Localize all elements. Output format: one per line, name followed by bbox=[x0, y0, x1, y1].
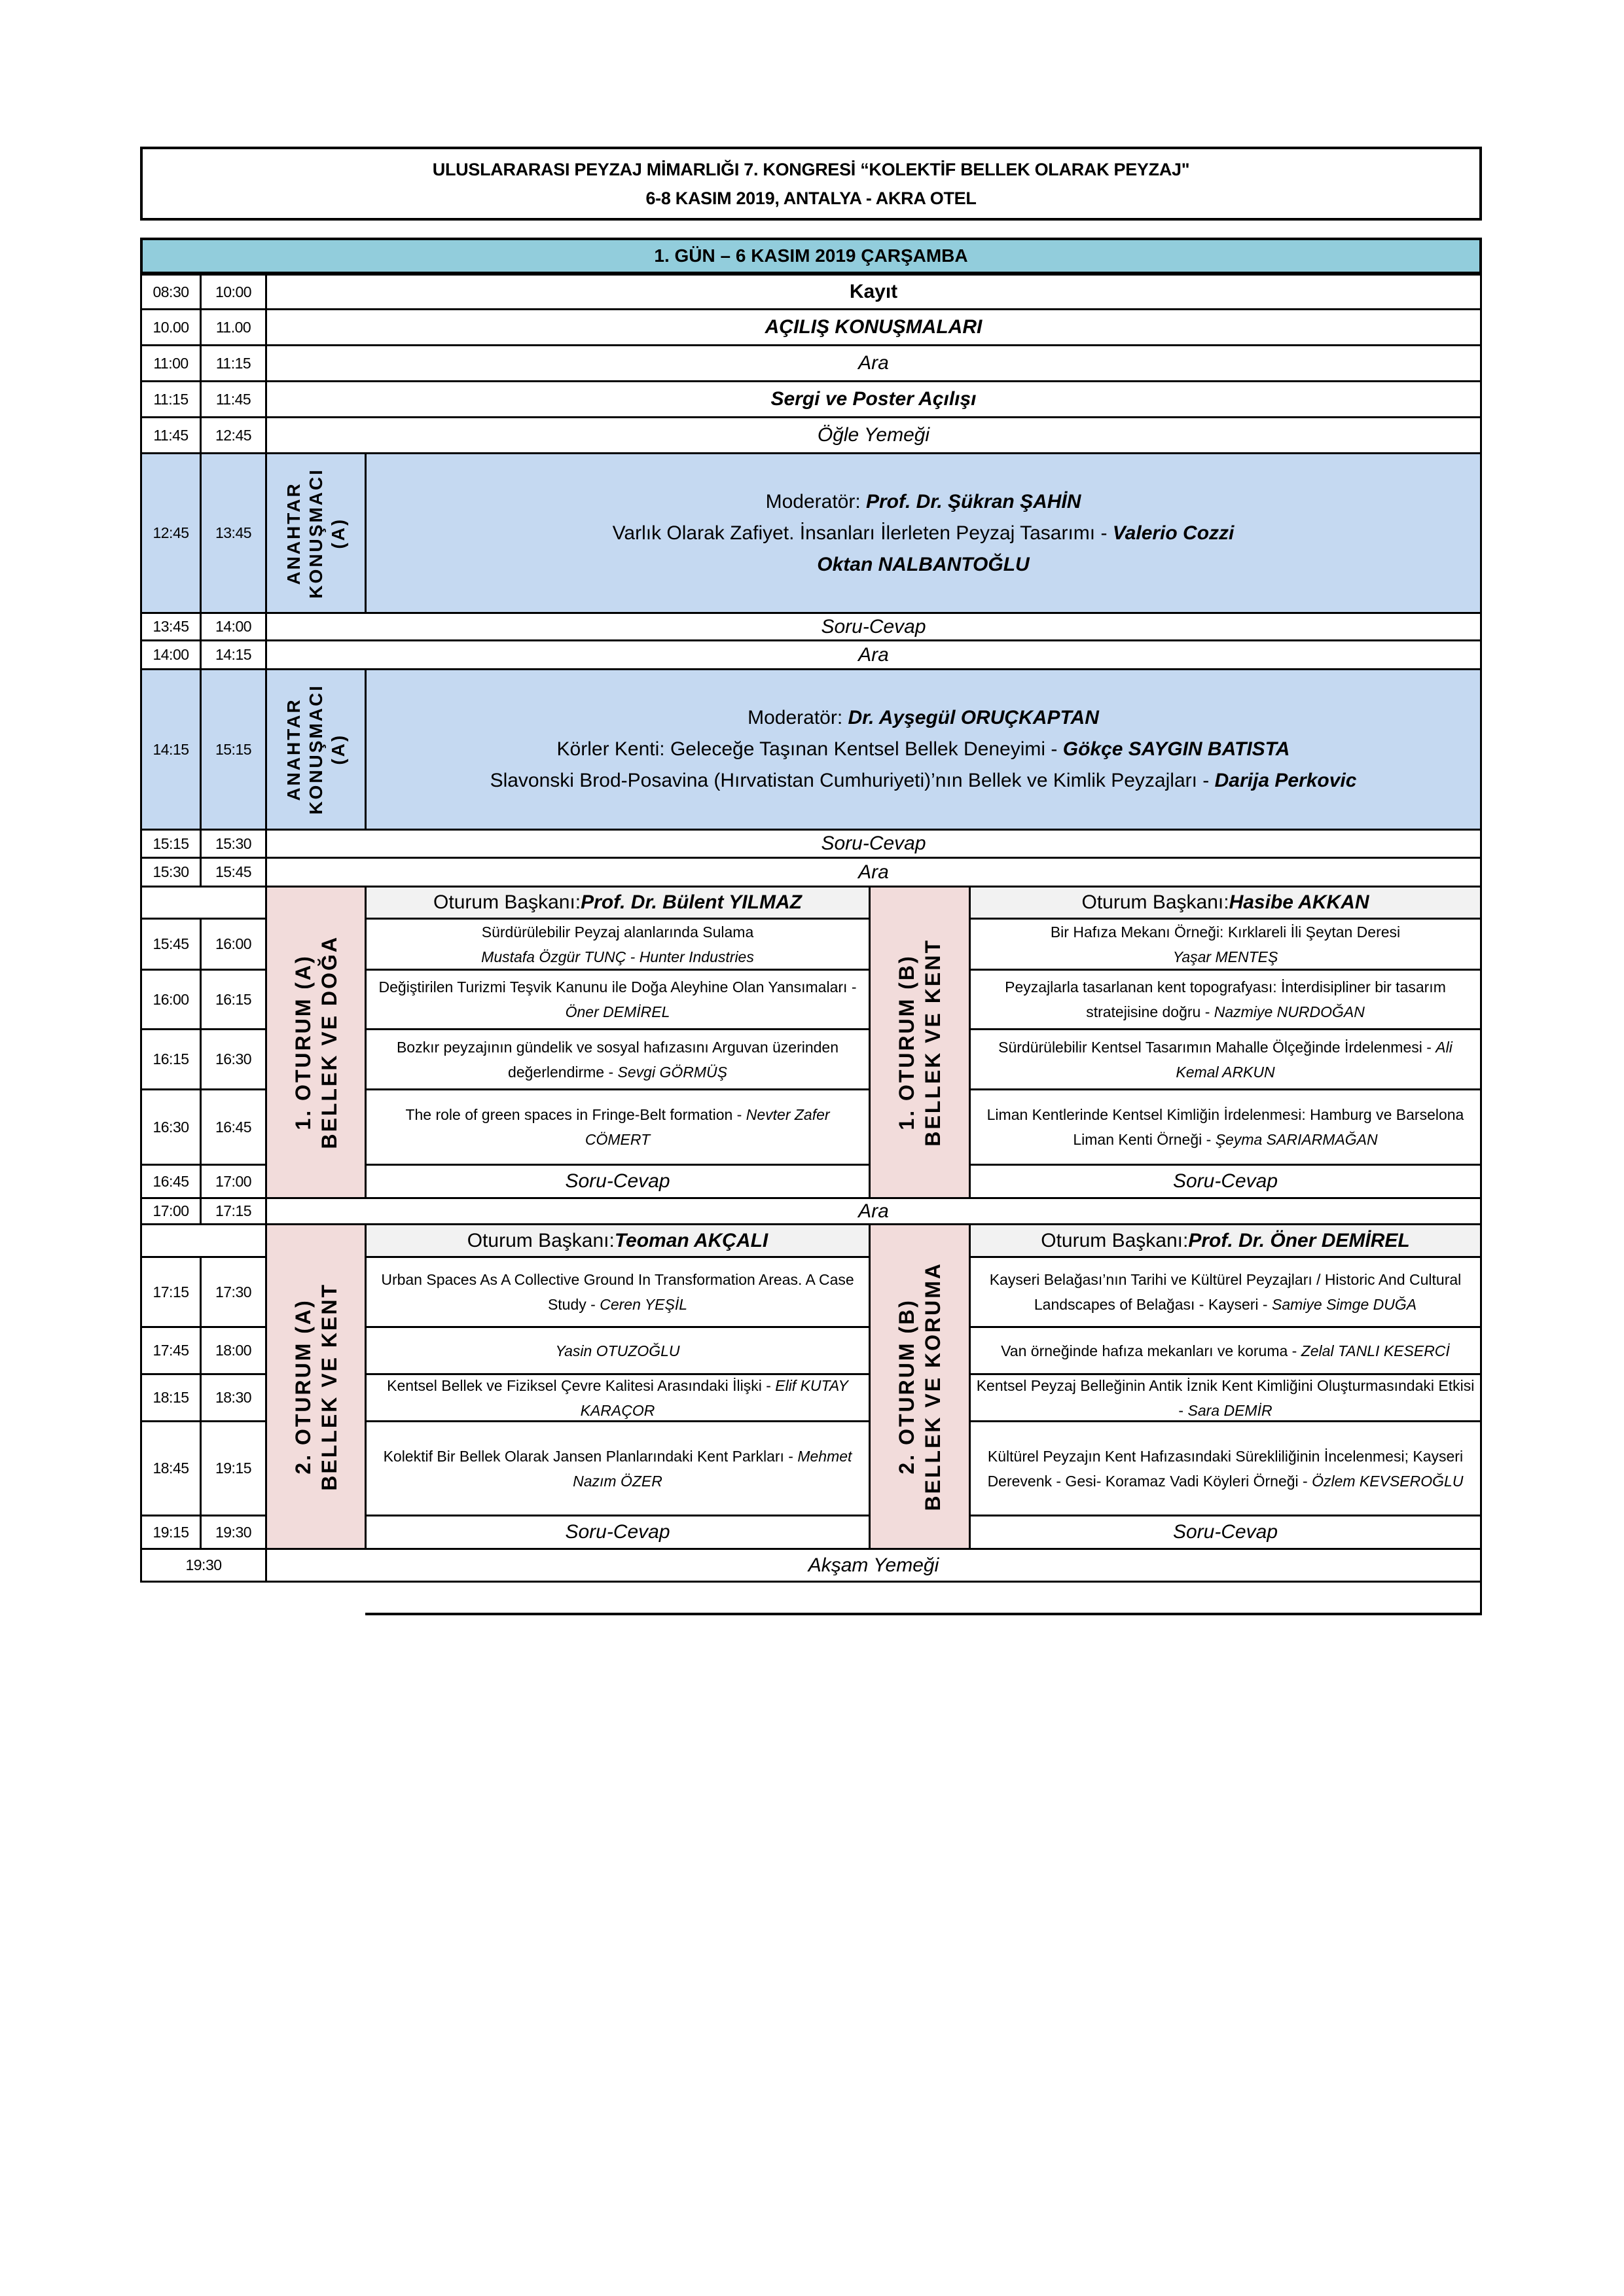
talk-item: Van örneğinde hafıza mekanları ve koruma - Zelal TANLI KESERCİ bbox=[969, 1326, 1482, 1375]
event-qa: Soru-Cevap bbox=[265, 612, 1482, 641]
time-end: 17:30 bbox=[200, 1256, 267, 1328]
talk-item: Kentsel Peyzaj Belleğinin Antik İznik Kent Kimliğini Oluşturmasındaki Etkisi - Sara DEMİR bbox=[969, 1373, 1482, 1422]
time-start: 17:00 bbox=[140, 1197, 202, 1225]
time-start: 16:45 bbox=[140, 1164, 202, 1199]
talk-item: The role of green spaces in Fringe-Belt formation - Nevter Zafer CÖMERT bbox=[365, 1088, 871, 1166]
time-end: 11.00 bbox=[200, 308, 267, 346]
time-start: 08:30 bbox=[140, 274, 202, 310]
time-end: 15:15 bbox=[200, 668, 267, 831]
time-end: 18:30 bbox=[200, 1373, 267, 1422]
session-1b-chair: Oturum Başkanı: Hasibe AKKAN bbox=[969, 886, 1482, 920]
time-end: 10:00 bbox=[200, 274, 267, 310]
session-label-text: 2. OTURUM (A) BELLEK VE KENT bbox=[291, 1282, 341, 1491]
time-end: 11:45 bbox=[200, 380, 267, 418]
keynote-label bbox=[265, 668, 367, 831]
session-1b-qa: Soru-Cevap bbox=[969, 1164, 1482, 1199]
keynote-talk: Varlık Olarak Zafiyet. İnsanları İlerleten Peyzaj Tasarımı - Valerio Cozzi bbox=[612, 522, 1235, 544]
time-start: 10.00 bbox=[140, 308, 202, 346]
session-label-text: 1. OTURUM (B) BELLEK VE KENT bbox=[895, 938, 945, 1147]
session-label-text: 1. OTURUM (A) BELLEK VE DOĞA bbox=[291, 935, 341, 1149]
time-start: 19:15 bbox=[140, 1515, 202, 1550]
congress-date-venue: 6-8 KASIM 2019, ANTALYA - AKRA OTEL bbox=[645, 188, 977, 208]
session-2b-chair: Oturum Başkanı: Prof. Dr. Öner DEMİREL bbox=[969, 1223, 1482, 1258]
talk-item: Bozkır peyzajının gündelik ve sosyal hafızasını Arguvan üzerinden değerlendirme - Sevgi GÖRMÜŞ bbox=[365, 1028, 871, 1090]
time-end: 11:15 bbox=[200, 344, 267, 382]
talk-item: Kolektif Bir Bellek Olarak Jansen Planlarındaki Kent Parkları - Mehmet Nazım ÖZER bbox=[365, 1420, 871, 1516]
keynote-1-content bbox=[365, 452, 1482, 614]
talk-item: Kayseri Belağası’nın Tarihi ve Kültürel Peyzajları / Historic And Cultural Landscapes of Belağası - Kayseri - Samiye Simge DUĞA bbox=[969, 1256, 1482, 1328]
keynote-speaker: Oktan NALBANTOĞLU bbox=[817, 553, 1030, 575]
event-opening-speeches: AÇILIŞ KONUŞMALARI bbox=[265, 308, 1482, 346]
session-1a-chair: Oturum Başkanı: Prof. Dr. Bülent YILMAZ bbox=[365, 886, 871, 920]
time-start: 15:15 bbox=[140, 829, 202, 859]
table-border bbox=[1480, 1581, 1482, 1615]
talk-item: Liman Kentlerinde Kentsel Kimliğin İrdelenmesi: Hamburg ve Barselona Liman Kenti Örneği - Şeyma SARIARMAĞAN bbox=[969, 1088, 1482, 1166]
talk-item: Yasin OTUZOĞLU bbox=[365, 1326, 871, 1375]
time-end: 16:15 bbox=[200, 969, 267, 1030]
event-break: Ara bbox=[265, 1197, 1482, 1225]
keynote-label bbox=[265, 452, 367, 614]
time-end: 16:45 bbox=[200, 1088, 267, 1166]
event-lunch: Öğle Yemeği bbox=[265, 416, 1482, 454]
talk-item: Sürdürülebilir Kentsel Tasarımın Mahalle Ölçeğinde İrdelenmesi - Ali Kemal ARKUN bbox=[969, 1028, 1482, 1090]
time-end: 17:00 bbox=[200, 1164, 267, 1199]
time-start: 14:15 bbox=[140, 668, 202, 831]
time-start: 11:00 bbox=[140, 344, 202, 382]
talk-item: Bir Hafıza Mekanı Örneği: Kırklareli İli Şeytan Deresi Yaşar MENTEŞ bbox=[969, 918, 1482, 971]
keynote-talk: Körler Kenti: Geleceğe Taşınan Kentsel Bellek Deneyimi - Gökçe SAYGIN BATISTA bbox=[556, 738, 1290, 760]
time-start: 12:45 bbox=[140, 452, 202, 614]
congress-title: ULUSLARARASI PEYZAJ MİMARLIĞI 7. KONGRESİ “KOLEKTİF BELLEK OLARAK PEYZAJ" bbox=[432, 159, 1190, 179]
talk-item: Peyzajlarla tasarlanan kent topografyası: İnterdisipliner bir tasarım stratejisine doğru - Nazmiye NURDOĞAN bbox=[969, 969, 1482, 1030]
keynote-talk: Slavonski Brod-Posavina (Hırvatistan Cumhuriyeti)’nın Bellek ve Kimlik Peyzajları - Darija Perkovic bbox=[490, 770, 1357, 791]
empty-time-cell bbox=[140, 886, 267, 920]
time-start: 16:30 bbox=[140, 1088, 202, 1166]
time-end: 18:00 bbox=[200, 1326, 267, 1375]
time-start: 18:45 bbox=[140, 1420, 202, 1516]
time-end: 14:15 bbox=[200, 639, 267, 670]
session-2a-qa: Soru-Cevap bbox=[365, 1515, 871, 1550]
talk-item: Urban Spaces As A Collective Ground In Transformation Areas. A Case Study - Ceren YEŞİL bbox=[365, 1256, 871, 1328]
talk-item: Değiştirilen Turizmi Teşvik Kanunu ile Doğa Aleyhine Olan Yansımaları - Öner DEMİREL bbox=[365, 969, 871, 1030]
time-end: 15:30 bbox=[200, 829, 267, 859]
time-end: 15:45 bbox=[200, 857, 267, 888]
keynote-moderator: Moderatör: Dr. Ayşegül ORUÇKAPTAN bbox=[748, 707, 1099, 728]
time-end: 16:00 bbox=[200, 918, 267, 971]
event-break: Ara bbox=[265, 857, 1482, 888]
time-end: 16:30 bbox=[200, 1028, 267, 1090]
day-header: 1. GÜN – 6 KASIM 2019 ÇARŞAMBA bbox=[140, 238, 1482, 274]
keynote-moderator: Moderatör: Prof. Dr. Şükran ŞAHİN bbox=[765, 490, 1081, 512]
program-title-box bbox=[140, 147, 1482, 221]
session-1a-qa: Soru-Cevap bbox=[365, 1164, 871, 1199]
talk-item: Sürdürülebilir Peyzaj alanlarında Sulama Mustafa Özgür TUNÇ - Hunter Industries bbox=[365, 918, 871, 971]
event-break: Ara bbox=[265, 344, 1482, 382]
time-start: 16:15 bbox=[140, 1028, 202, 1090]
session-1b-label bbox=[869, 886, 971, 1199]
time-end: 14:00 bbox=[200, 612, 267, 641]
time-start: 19:30 bbox=[140, 1548, 267, 1583]
session-1a-label bbox=[265, 886, 367, 1199]
event-dinner: Akşam Yemeği bbox=[265, 1548, 1482, 1583]
time-start: 15:30 bbox=[140, 857, 202, 888]
time-end: 13:45 bbox=[200, 452, 267, 614]
time-start: 17:45 bbox=[140, 1326, 202, 1375]
talk-item: Kültürel Peyzajın Kent Hafızasındaki Sürekliliğinin İncelenmesi; Kayseri Derevenk - Gesi- Koramaz Vadi Köyleri Örneği - Özlem KEVSEROĞLU bbox=[969, 1420, 1482, 1516]
session-2b-label bbox=[869, 1223, 971, 1550]
event-qa: Soru-Cevap bbox=[265, 829, 1482, 859]
event-exhibition-opening: Sergi ve Poster Açılışı bbox=[265, 380, 1482, 418]
empty-time-cell bbox=[140, 1223, 267, 1258]
time-end: 12:45 bbox=[200, 416, 267, 454]
time-start: 16:00 bbox=[140, 969, 202, 1030]
event-registration: Kayıt bbox=[265, 274, 1482, 310]
time-start: 15:45 bbox=[140, 918, 202, 971]
time-start: 13:45 bbox=[140, 612, 202, 641]
session-2a-label bbox=[265, 1223, 367, 1550]
table-bottom-line bbox=[365, 1613, 1482, 1615]
talk-item: Kentsel Bellek ve Fiziksel Çevre Kalitesi Arasındaki İlişki - Elif KUTAY KARAÇOR bbox=[365, 1373, 871, 1422]
session-2b-qa: Soru-Cevap bbox=[969, 1515, 1482, 1550]
keynote-2-content bbox=[365, 668, 1482, 831]
keynote-label-text: ANAHTAR KONUŞMACI (A) bbox=[283, 467, 348, 599]
time-start: 18:15 bbox=[140, 1373, 202, 1422]
time-end: 19:30 bbox=[200, 1515, 267, 1550]
time-end: 19:15 bbox=[200, 1420, 267, 1516]
session-label-text: 2. OTURUM (B) BELLEK VE KORUMA bbox=[895, 1262, 945, 1511]
time-start: 11:15 bbox=[140, 380, 202, 418]
event-break: Ara bbox=[265, 639, 1482, 670]
keynote-label-text: ANAHTAR KONUŞMACI (A) bbox=[283, 684, 348, 815]
session-2a-chair: Oturum Başkanı: Teoman AKÇALI bbox=[365, 1223, 871, 1258]
time-start: 11:45 bbox=[140, 416, 202, 454]
time-end: 17:15 bbox=[200, 1197, 267, 1225]
time-start: 17:15 bbox=[140, 1256, 202, 1328]
time-start: 14:00 bbox=[140, 639, 202, 670]
